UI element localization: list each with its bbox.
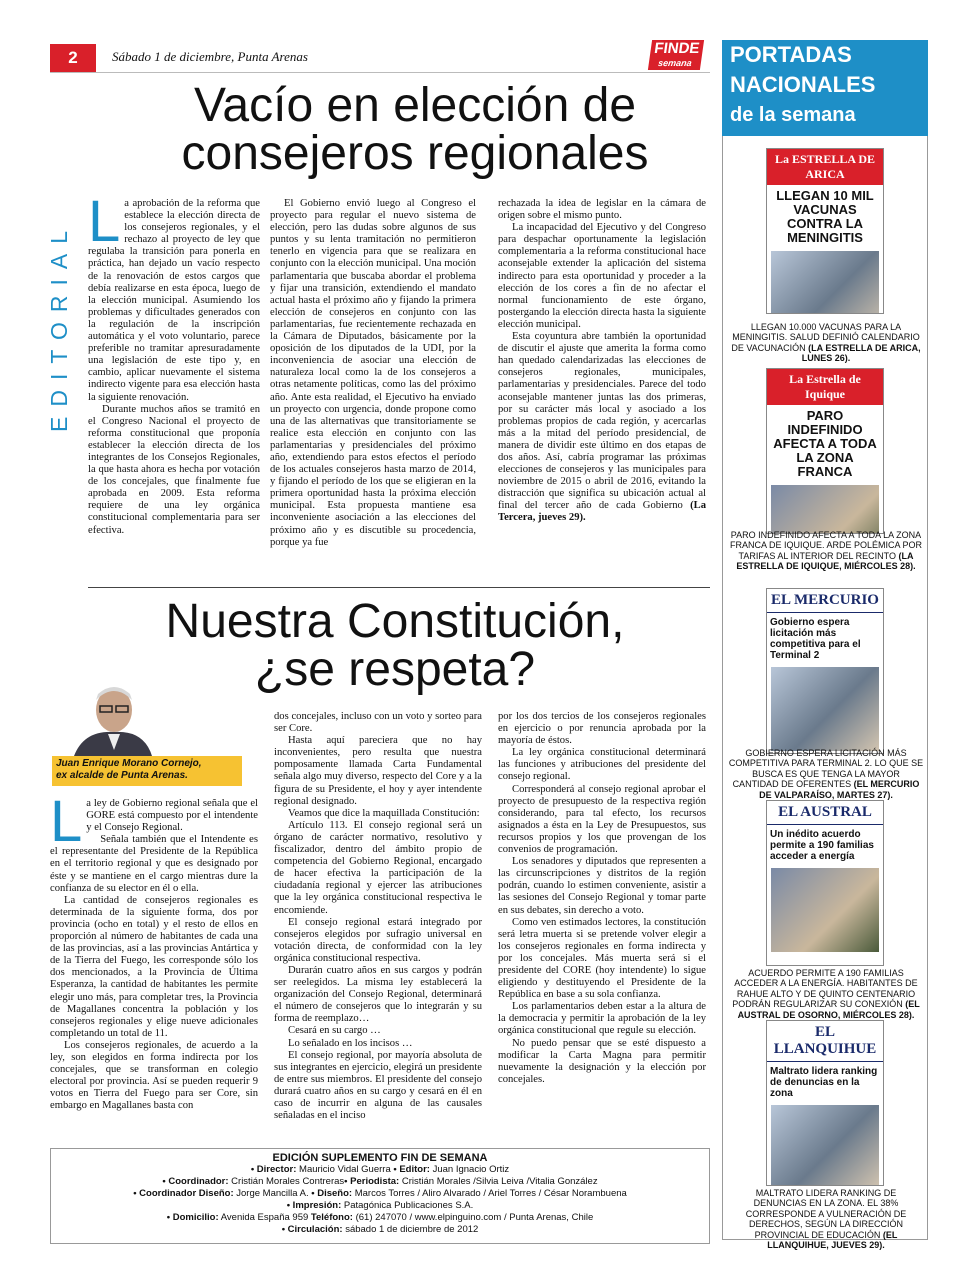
- finde-logo-top: FINDE: [653, 40, 701, 57]
- cover-masthead: La Estrella de Iquique: [767, 369, 883, 405]
- opinion-paragraph: La cantidad de consejeros regionales es determinada de la siguiente forma, dos por provincia (ocho en total) y el resto de ellos en proporción al número de habitantes de cada una de las provincias, así a las provincias Antártica y de la Tierra del Fuego, les corresponde sólo los dos mencionados, a la Provincia de Última Esperanza, la cantidad de habitantes les permite elegir uno más, para completar tres, la Provincia de Magallanes concentra la población y los consejeros regionales y elige nueve adicionales completando un total de 11.: [50, 894, 258, 1039]
- author-photo: [54, 680, 154, 756]
- header-rule: [50, 72, 710, 73]
- credits-line: [51, 1200, 709, 1212]
- opinion-paragraph: Hasta aquí pareciera que no hay inconvenientes, pero resulta que nuestra pomposamente llamada Carta Fundamental señala algo muy diverso, respecto del Core y a la figura de su Presidente, el hoy y ayer intendente regional designado.: [274, 735, 482, 807]
- credits-line: [51, 1188, 709, 1200]
- credits-value: Cristián Morales /Silvia Leiva /Vitalia González: [399, 1176, 598, 1187]
- editorial-column-1: [88, 189, 260, 537]
- credits-value: Avenida España 959: [218, 1212, 311, 1223]
- opinion-paragraph: Durarán cuatro años en sus cargos y podrán ser reelegidos. La misma ley establecerá la organización del Consejo Regional, determinará el número de consejeros que lo integrarán y su forma de reemplazo…: [274, 964, 482, 1025]
- credits-label: • Periodista:: [344, 1176, 400, 1187]
- cover-thumbnail: [766, 800, 884, 966]
- opinion-paragraph: por los dos tercios de los consejeros regionales en ejercicio o por renuncia aprobada por la mayoría de éstos.: [498, 711, 706, 747]
- opinion-column-3: [498, 711, 706, 1086]
- cover-photo: [771, 667, 879, 751]
- credits-value: Juan Ignacio Ortiz: [429, 1164, 510, 1175]
- cover-photo: [771, 251, 879, 314]
- credits-value: sábado 1 de diciembre de 2012: [342, 1224, 479, 1235]
- credits-value: Marcos Torres / Aliro Alvarado / Ariel Torres / César Norambuena: [352, 1188, 627, 1199]
- opinion-paragraph: El consejo regional, por mayoría absoluta de sus integrantes en ejercicio, elegirá un presidente de entre sus miembros. El presidente del consejo durará cuatro años en su cargo y cesará en él en caso de incurrir en alguna de las causales señaladas en el inciso: [274, 1049, 482, 1122]
- opinion-paragraph: Como ven estimados lectores, la constitución será letra muerta si se pretende volver elegir a los consejeros regionales en forma indirecta y por los concejales. Más muerta será si el presidente del CORE (hoy intendente) lo sigue eligiendo y destituyendo el Presidente de la República en base a su sola confianza.: [498, 916, 706, 1001]
- credits-value: Jorge Mancilla A.: [233, 1188, 312, 1199]
- cover-masthead: EL AUSTRAL: [767, 801, 883, 825]
- credits-value: Mauricio Vidal Guerra: [296, 1164, 394, 1175]
- credits-label: • Editor:: [393, 1164, 430, 1175]
- cover-thumbnail: [766, 588, 884, 754]
- opinion-headline-line2: ¿se respeta?: [254, 643, 536, 696]
- credits-label: • Coordinador:: [162, 1176, 229, 1187]
- opinion-dropcap: L: [50, 789, 83, 854]
- credits-box: [50, 1148, 710, 1244]
- cover-masthead: EL LLANQUIHUE: [767, 1021, 883, 1062]
- cover-headline: Maltrato lidera ranking de denuncias en la zona: [770, 1066, 878, 1099]
- cover-thumbnail: [766, 1020, 884, 1186]
- cover-caption-text: ACUERDO PERMITE A 190 FAMILIAS ACCEDER A LA ENERGÍA. HABITANTES DE RAHUE ALTO Y DE QUINTO CENTENARIO PODRÁN REGULARIZAR SU CONEXIÓN: [732, 968, 918, 1010]
- credits-value: (61) 247070 / www.elpinguino.com / Punta Arenas, Chile: [352, 1212, 594, 1223]
- editorial-dropcap: L: [88, 189, 121, 254]
- rail-title-line1: PORTADAS: [730, 42, 852, 67]
- cover-photo: [771, 868, 879, 952]
- cover-headline: Gobierno espera licitación más competitiva para el Terminal 2: [770, 617, 861, 661]
- cover-masthead: La ESTRELLA DE ARICA: [767, 149, 883, 185]
- cover-thumbnail: [766, 368, 884, 534]
- rail-title-line2: NACIONALES: [730, 72, 876, 97]
- opinion-column-1: [50, 789, 258, 1112]
- author-name: Juan Enrique Morano Cornejo,: [56, 758, 202, 769]
- section-separator: [88, 587, 710, 588]
- cover-photo: [771, 1105, 879, 1186]
- opinion-headline: [80, 595, 710, 696]
- credits-label: • Impresión:: [286, 1200, 342, 1211]
- opinion-paragraph: Señala también que el Intendente es el representante del Presidente de la República en el territorio regional y que es designado por éste y se mantiene en el cargo mientras dure la confianza de su elector en él o ella.: [50, 834, 258, 894]
- credits-line: [51, 1164, 709, 1176]
- opinion-paragraph: Lo señalado en los incisos …: [288, 1037, 413, 1049]
- covers-rail-header: [722, 40, 928, 136]
- editorial-paragraph: La incapacidad del Ejecutivo y del Congreso para despachar oportunamente la legislación complementaria a la reforma constitucional hace aconsejable extender la aplicación del sistema indirecto para esta oportunidad y proceder a la elección de los cores a fin de no afectar el normal funcionamiento de este órgano, postergando la elección directa hasta la siguiente elección municipal.: [498, 222, 706, 330]
- opinion-paragraph: Los parlamentarios deben estar a la altura de la democracia y permitir la aprobación de la ley orgánica constitucional que regule su elección.: [498, 1001, 706, 1037]
- cover-caption-source: (EL LLANQUIHUE, JUEVES 29).: [767, 1229, 898, 1251]
- opinion-paragraph: No puedo pensar que se esté dispuesto a modificar la Carta Magna para permitir nuevamente la designación y la elección por concejales.: [498, 1037, 706, 1085]
- cover-caption: [728, 1188, 924, 1250]
- credits-value: Patagónica Publicaciones S.A.: [341, 1200, 474, 1211]
- page-number: 2: [50, 44, 96, 72]
- opinion-paragraph: Los consejeros regionales, de acuerdo a la ley, son elegidos en forma indirecta por los concejales, que se transforman en colegio electoral por provincia. Así se pueden requerir 9 votos en Tierra del Fuego para ser Core, sin embargo en Magallanes basta con: [50, 1039, 258, 1112]
- opinion-headline-line1: Nuestra Constitución,: [165, 595, 625, 648]
- editorial-source: (La Tercera, jueves 29).: [498, 500, 706, 524]
- cover-caption-source: (LA ESTRELLA DE IQUIQUE, MIÉRCOLES 28).: [736, 550, 916, 572]
- dateline: Sábado 1 de diciembre, Punta Arenas: [112, 49, 308, 64]
- cover-caption: [728, 322, 924, 364]
- opinion-column-2: [274, 711, 482, 1122]
- cover-headline: Un inédito acuerdo permite a 190 familias acceder a energía: [770, 829, 874, 862]
- cover-photo: [771, 485, 879, 534]
- author-byline: [52, 756, 242, 786]
- cover-caption-source: (EL AUSTRAL DE OSORNO, MIÉRCOLES 28).: [737, 999, 920, 1020]
- opinion-paragraph: dos concejales, incluso con un voto y sorteo para ser Core.: [274, 711, 482, 735]
- credits-line: [51, 1212, 709, 1224]
- opinion-paragraph: Veamos que dice la maquillada Constitución:: [288, 807, 480, 819]
- editorial-column-3: [498, 198, 706, 525]
- editorial-headline: [120, 79, 710, 180]
- opinion-paragraph: Artículo 113. El consejo regional será un órgano de carácter normativo, resolutivo y fiscalizador, dentro del ámbito propio de competencia del Gobierno Regional, encargado de hacer efectiva la participación de la ciudadanía regional y ejercer las atribuciones que la ley orgánica constitucional respectiva le encomiende.: [274, 819, 482, 916]
- cover-caption: [728, 530, 924, 572]
- credits-title: EDICIÓN SUPLEMENTO FIN DE SEMANA: [272, 1152, 488, 1164]
- opinion-paragraph: a ley de Gobierno regional señala que el GORE está compuesto por el intendente y el Consejo Regional.: [86, 798, 258, 834]
- opinion-paragraph: La ley orgánica constitucional determinará las funciones y atribuciones del presidente del consejo regional.: [498, 747, 706, 783]
- cover-caption: [728, 968, 924, 1020]
- cover-thumbnail: [766, 148, 884, 314]
- credits-label: • Director:: [250, 1164, 297, 1175]
- credits-line: [51, 1224, 709, 1236]
- credits-label: Teléfono:: [310, 1212, 353, 1223]
- editorial-paragraph: El Gobierno envió luego al Congreso el proyecto para regular el nuevo sistema de elección, pero las dudas sobre algunos de sus puntos y su lenta tramitación no permitieron tenerlo en vigencia para que se realizara en conjunto con la elección municipal. Una moción parlamentaria que buscaba abordar el problema y fijar una transición, extendiendo el mandato actual hasta el próximo año y fijando la primera elección de consejeros en conjunto con las parlamentarias, fue recientemente rechazada en la Cámara de Diputados, básicamente por la oposición de los diputados de la UDI, por la inconveniencia de asociar una elección de naturaleza local como la de los consejeros a otras netamente políticas, como las del próximo año. Ante esta realidad, el Ejecutivo ha enviado un proyecto con urgencia, donde propone como una de las alternativas que transitoriamente se realice esta elección en conjunto con las parlamentarias y presidenciales del próximo año, extendiendo para estos efectos el período de los actuales consejeros hasta marzo de 2014, y fijando el período de los que se eligieran en la primera oportunidad hasta la próxima elección municipal. Esta propuesta mantiene esa inconveniente asociación a las elecciones del próximo año y es discutible su procedencia, porque ya fue: [270, 198, 476, 548]
- finde-logo-bottom: semana: [657, 58, 693, 68]
- editorial-headline-line2: consejeros regionales: [181, 127, 649, 180]
- editorial-paragraph: Durante muchos años se tramitó en el Congreso Nacional el proyecto de reforma constitucional que proponía establecer la elección directa de los integrantes de los Consejos Regionales, la que hasta ahora es hecha por votación de los concejales, que finalmente fue aprobada en 2009. Esta reforma requiere de una ley orgánica constitucional complementaria para ser efectiva.: [88, 403, 260, 536]
- author-role: ex alcalde de Punta Arenas.: [56, 770, 188, 781]
- cover-caption-text: GOBIERNO ESPERA LICITACIÓN MÁS COMPETITIVA PARA TERMINAL 2. LO QUE SE BUSCA ES QUE TENGA LA MAYOR CANTIDAD DE OFERENTES: [728, 748, 924, 790]
- rail-title-line3: de la semana: [730, 104, 856, 126]
- editorial-column-2: [270, 198, 476, 549]
- editorial-paragraph: rechazada la idea de legislar en la cámara de origen sobre el mismo punto.: [498, 198, 706, 222]
- finde-logo: [648, 40, 704, 70]
- credits-line: [51, 1176, 709, 1188]
- cover-caption-source: (LA ESTRELLA DE ARICA, LUNES 26).: [801, 342, 921, 364]
- credits-label: • Diseño:: [311, 1188, 353, 1199]
- credits-label: • Coordinador Diseño:: [133, 1188, 234, 1199]
- cover-caption-text: LLEGAN 10.000 VACUNAS PARA LA MENINGITIS. SALUD DEFINIÓ CALENDARIO DE VACUNACIÓN: [731, 322, 920, 353]
- editorial-headline-line1: Vacío en elección de: [193, 79, 637, 132]
- cover-caption-text: MALTRATO LIDERA RANKING DE DENUNCIAS EN LA ZONA. EL 38% CORRESPONDE A VULNERACIÓN DE DERECHOS, SEGÚN LA DIRECCIÓN PROVINCIAL DE EDUCACIÓN: [745, 1188, 907, 1240]
- cover-caption-text: PARO INDEFINIDO AFECTA A TODA LA ZONA FRANCA DE IQUIQUE. ARDE POLÉMICA POR TARIFAS AL INTERIOR DEL RECINTO: [729, 530, 923, 561]
- credits-label: • Circulación:: [281, 1224, 343, 1235]
- editorial-paragraph: a aprobación de la reforma que establece la elección directa de los consejeros regionales, y el rechazo al proyecto de ley que regulaba la transición para ponerla en práctica, han dejado un vacío respecto de la renovación de estos cargos que debía realizarse en esta época, luego de la elección municipal. Asumiendo los problemas y dificultades generados con la regulación de la inscripción automática y el voto voluntario, parece preferible no tramitar apresuradamente una legislación de este tipo y, en cambio, aplicar nuevamente el sistema indirecto vigente para esa elección hasta la siguiente renovación.: [88, 198, 260, 403]
- cover-headline: LLEGAN 10 MIL VACUNAS CONTRA LA MENINGITIS: [776, 188, 874, 245]
- credits-value: Cristián Morales Contreras: [228, 1176, 345, 1187]
- credits-label: • Domicilio:: [166, 1212, 219, 1223]
- editorial-section-label: EDITORIAL: [46, 221, 72, 432]
- cover-masthead: EL MERCURIO: [767, 589, 883, 613]
- cover-caption-source: (EL MERCURIO DE VALPARAÍSO, MARTES 27).: [759, 779, 920, 800]
- opinion-paragraph: Corresponderá al consejo regional aprobar el proyecto de presupuesto de la respectiva región considerando, para tal efecto, los recursos asignados a ésta en la Ley de Presupuestos, sus recursos propios y los que provengan de los convenios de programación.: [498, 783, 706, 856]
- cover-caption: [728, 748, 924, 800]
- opinion-paragraph: Cesará en su cargo …: [288, 1025, 381, 1037]
- opinion-paragraph: Los senadores y diputados que representen a las circunscripciones y distritos de la región podrán, cuando lo estimen conveniente, asistir a las sesiones del Consejo Regional y tomar parte en sus debates, sin derecho a voto.: [498, 856, 706, 916]
- cover-headline: PARO INDEFINIDO AFECTA A TODA LA ZONA FRANCA: [773, 408, 877, 479]
- opinion-paragraph: El consejo regional estará integrado por consejeros elegidos por sufragio universal en votación directa, de conformidad con la ley orgánica constitucional respectiva.: [274, 916, 482, 964]
- editorial-paragraph: Esta coyuntura abre también la oportunidad de discutir el ajuste que amerita la forma como han quedado calendarizadas las elecciones de consejeros regionales, municipales, parlamentarias y presidenciales. Parece del todo aconsejable mantener juntas las dos primeras, por su carácter más local y asociado a los problemas propios de cada región, y acercarlas más a la mitad del período presidencial, de manera de dividir este último en dos etapas de dos años. Así, cabría programar las próximas elecciones de consejeros y las municipales para noviembre de 2015 o abril de 2016, evitando la distracción que significa su ubicación actual al final del tercer año de cada Gobierno (La Tercera, jueves 29).: [498, 331, 706, 524]
